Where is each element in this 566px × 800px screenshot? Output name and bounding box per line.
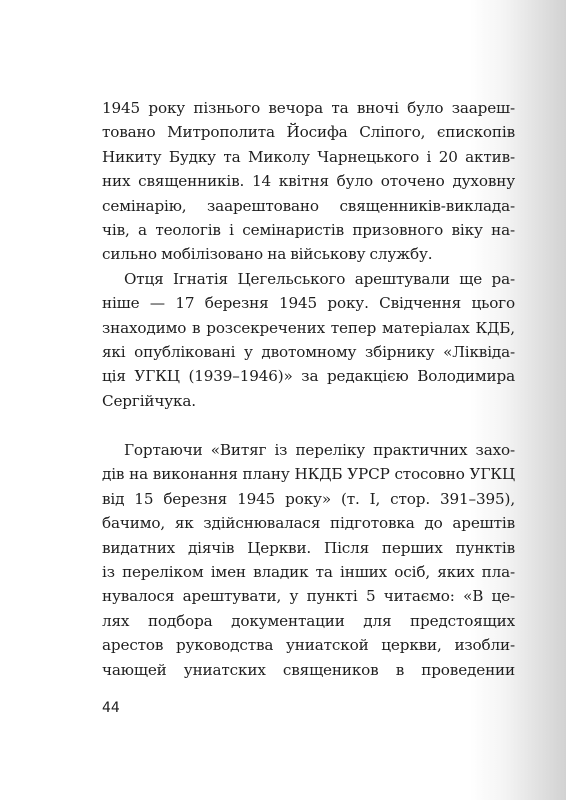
text-line: сильно мобілізовано на військову службу. — [102, 245, 433, 264]
text-line: лях подбора документации для предстоящих — [102, 611, 515, 630]
paragraph-arrests-1945 — [102, 96, 515, 267]
text-line: Отця Ігнатія Цегельського арештували ще ра- — [124, 269, 515, 288]
text-line: товано Митрополита Йосифа Сліпого, єпископів — [102, 123, 515, 142]
text-line: Гортаючи «Витяг із переліку практичних захо- — [124, 441, 515, 459]
body-text-bottom — [102, 438, 515, 682]
paragraph-tsehelsky-arrest — [102, 267, 515, 413]
text-line: ція УГКЦ (1939–1946)» за редакцією Володимира — [102, 367, 515, 386]
text-line: знаходимо в розсекречених тепер матеріалах КДБ, — [102, 318, 515, 337]
page-number: 44 — [102, 700, 120, 716]
text-line: чів, а теологів і семінаристів призовного віку на- — [102, 220, 515, 239]
text-line: 1945 року пізнього вечора та вночі було заареш- — [102, 99, 515, 117]
text-line: ніше — 17 березня 1945 року. Свідчення цього — [102, 294, 515, 313]
text-line: Никиту Будку та Миколу Чарнецького і 20 актив- — [102, 147, 515, 166]
text-line: нувалося арештувати, у пункті 5 читаємо: «В це- — [102, 587, 515, 606]
text-line: дів на виконання плану НКДБ УРСР стосовно УГКЦ — [102, 465, 515, 484]
text-line: бачимо, як здійснювалася підготовка до арештів — [102, 514, 515, 533]
text-line: арестов руководства униатской церкви, изобли- — [102, 636, 515, 655]
text-line: семінарію, заарештовано священників-виклада- — [102, 196, 515, 215]
paragraph-nkdb-document — [102, 438, 515, 682]
text-line: них священників. 14 квітня було оточено духовну — [102, 172, 515, 191]
text-line: видатних діячів Церкви. Після перших пунктів — [102, 538, 515, 557]
text-line: із переліком імен владик та інших осіб, яких пла- — [102, 562, 515, 581]
text-line: чающей униатских священиков в проведении — [102, 660, 515, 679]
text-line: Сергійчука. — [102, 391, 196, 410]
text-line: від 15 березня 1945 року» (т. I, стор. 391–395), — [102, 489, 515, 508]
text-line: які опубліковані у двотомному збірнику «Ліквіда- — [102, 342, 515, 361]
body-text-top — [102, 96, 515, 413]
